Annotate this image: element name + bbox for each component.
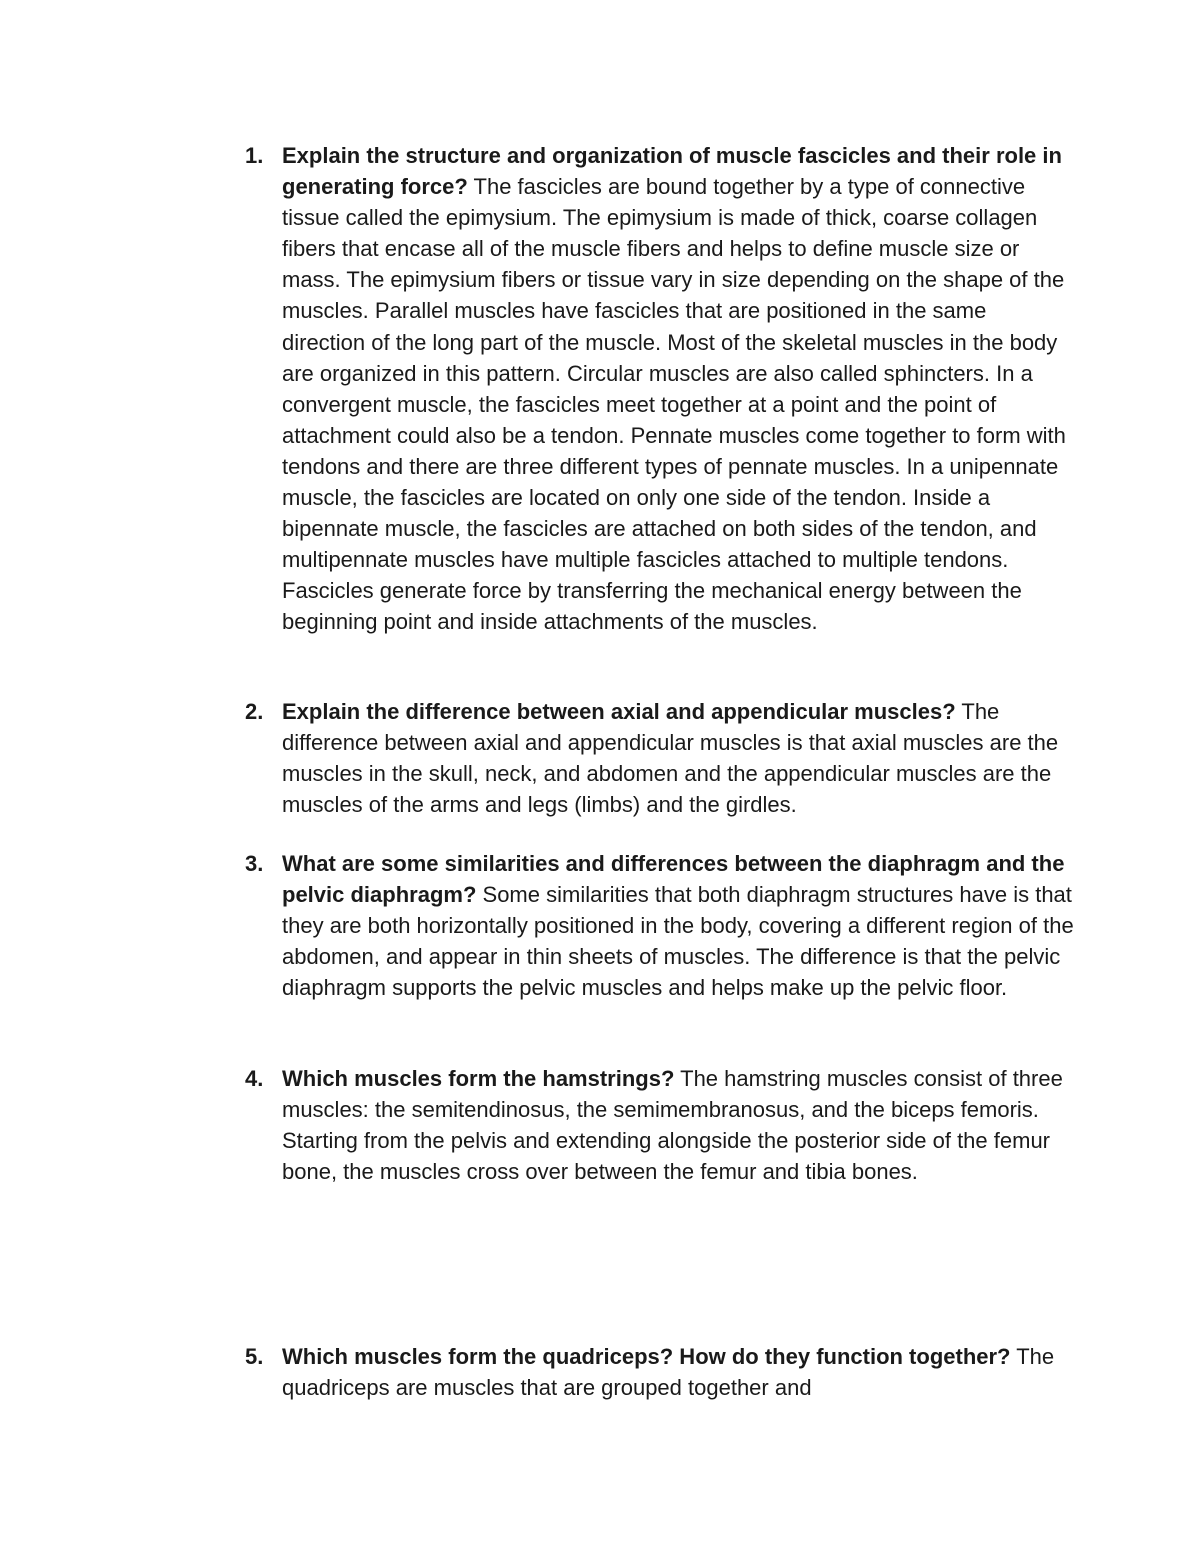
item-body — [282, 140, 1075, 638]
item-number: 4. — [245, 1066, 264, 1091]
question-text: Explain the structure and organization of muscle fascicles and their role in generating force? — [282, 143, 1062, 200]
question-text: Which muscles form the quadriceps? How do they function together? — [282, 1344, 1011, 1369]
question-text: What are some similarities and differences between the diaphragm and the pelvic diaphragm? — [282, 851, 1065, 908]
item-body — [282, 848, 1075, 1003]
question-text: Explain the difference between axial and appendicular muscles? — [282, 699, 956, 724]
answer-text: The fascicles are bound together by a type of connective tissue called the epimysium. The epimysium is made of thick, coarse collagen fibers that encase all of the muscle fibers and helps to define muscle size or mass. The epimysium fibers or tissue vary in size depending on the shape of the muscles. Parallel muscles have fascicles that are positioned in the same direction of the long part of the muscle. Most of the skeletal muscles in the body are organized in this pattern. Circular muscles are also called sphincters. In a convergent muscle, the fascicles meet together at a point and the point of attachment could also be a tendon. Pennate muscles come together to form with tendons and there are three different types of pennate muscles. In a unipennate muscle, the fascicles are located on only one side of the tendon. Inside a bipennate muscle, the fascicles are attached on both sides of the tendon, and multipennate muscles have multiple fascicles attached to multiple tendons. Fascicles generate force by transferring the mechanical energy between the beginning point and inside attachments of the muscles. — [282, 174, 1066, 635]
item-number: 5. — [245, 1344, 264, 1369]
item-body — [282, 1341, 1075, 1403]
answer-text: The difference between axial and appendicular muscles is that axial muscles are the muscles in the skull, neck, and abdomen and the appendicular muscles are the muscles of the arms and legs (limbs) and the girdles. — [282, 699, 1059, 818]
item-body — [282, 1063, 1075, 1187]
item-number: 2. — [245, 699, 264, 724]
answer-text: The hamstring muscles consist of three muscles: the semitendinosus, the semimembranosus, and the biceps femoris. Starting from the pelvis and extending alongside the posterior side of the femur bone, the muscles cross over between the femur and tibia bones. — [282, 1066, 1063, 1185]
list-item — [245, 1341, 1075, 1403]
answer-text: Some similarities that both diaphragm structures have is that they are both horizontally positioned in the body, covering a different region of the abdomen, and appear in thin sheets of muscles. The difference is that the pelvic diaphragm supports the pelvic muscles and helps make up the pelvic floor. — [282, 882, 1074, 1001]
list-item — [245, 848, 1075, 1003]
list-item — [245, 1063, 1075, 1187]
item-body — [282, 696, 1075, 820]
question-text: Which muscles form the hamstrings? — [282, 1066, 675, 1091]
list-item — [245, 696, 1075, 820]
item-number: 3. — [245, 851, 264, 876]
answer-text: The quadriceps are muscles that are grouped together and — [282, 1344, 1055, 1401]
item-number: 1. — [245, 143, 264, 168]
list-item — [245, 140, 1075, 638]
